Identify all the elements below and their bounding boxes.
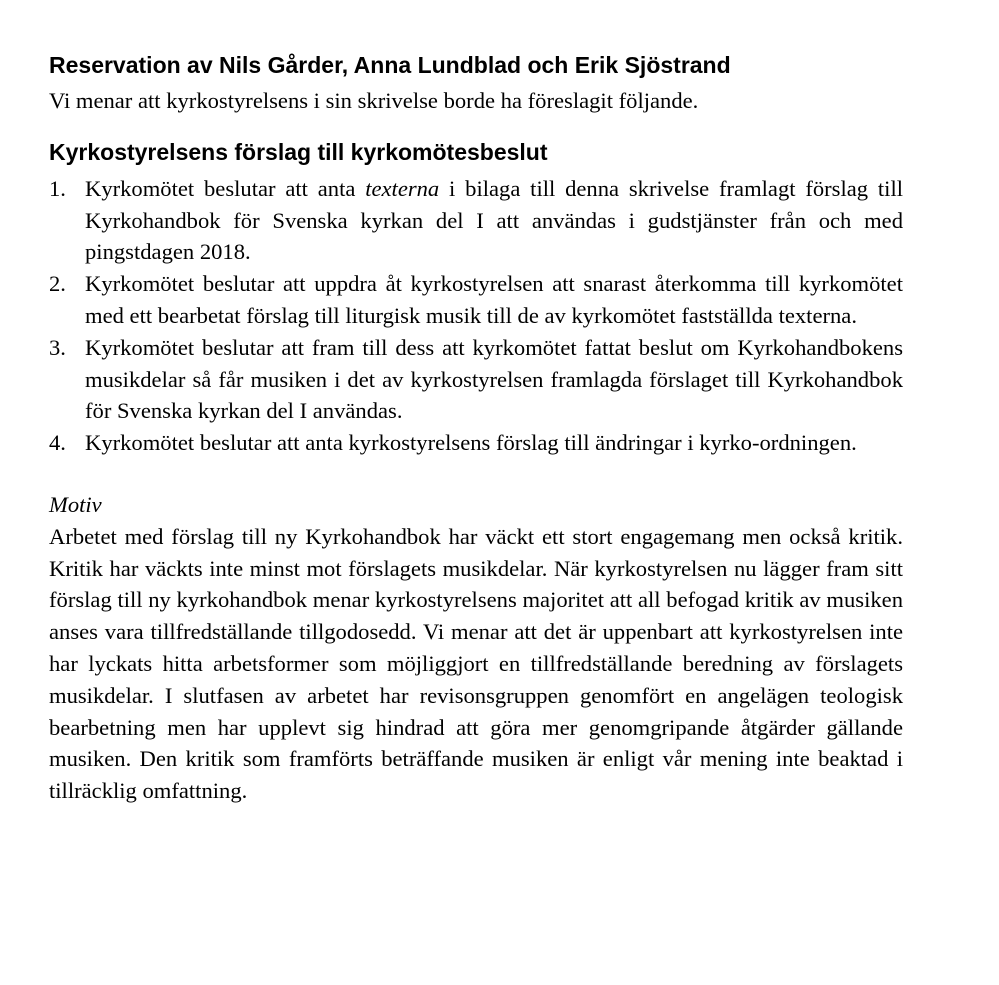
- proposal-item-1: [49, 173, 903, 268]
- proposal-item-3: [49, 332, 903, 427]
- list-item-emphasis: texterna: [365, 175, 440, 201]
- list-item-number: 3.: [49, 334, 66, 360]
- list-item-number: 4.: [49, 430, 66, 456]
- motiv-paragraph: Arbetet med förslag till ny Kyrkohandbok har väckt ett stort engagemang men också kritik. Kritik har väckts inte minst mot förslagets musikdelar. När kyrkostyrelsen nu lägger fram sitt förslag till ny kyrkohandbok menar kyrkostyrelsens majoritet att all befogad kritik av musiken anses vara tillfredställande tillgodosedd. Vi menar att det är uppenbart att kyrkostyrelsen inte har lyckats hitta arbetsformer som möjliggjort en tillfredställande beredning av förslagets musikdelar. I slutfasen av arbetet har revisonsgruppen genomfört en angelägen teologisk bearbetning men har upplevt sig hindrad att göra mer genomgripande åtgärder gällande musiken. Den kritik som framförts beträffande musiken är enligt vår mening inte beaktad i tillräcklig omfattning.: [49, 523, 903, 804]
- list-item-text: Kyrkomötet beslutar att fram till dess att kyrkomötet fattat beslut om Kyrkohandbokens musikdelar så får musiken i det av kyrkostyrelsen framlagda förslaget till Kyrkohandbok för Svenska kyrkan del I användas.: [85, 334, 903, 424]
- reservation-heading: Reservation av Nils Gårder, Anna Lundblad och Erik Sjöstrand: [49, 52, 731, 78]
- proposal-heading: Kyrkostyrelsens förslag till kyrkomötesbeslut: [49, 138, 548, 165]
- list-item-text: Kyrkomötet beslutar att uppdra åt kyrkostyrelsen att snarast återkomma till kyrkomötet med ett bearbetat förslag till liturgisk musik till de av kyrkomötet fastställda texterna.: [85, 271, 903, 328]
- list-item-text: Kyrkomötet beslutar att anta kyrkostyrelsens förslag till ändringar i kyrko-ordningen.: [85, 430, 857, 456]
- list-item-text-before: Kyrkomötet beslutar att anta: [85, 175, 366, 201]
- proposal-item-4: [49, 427, 903, 459]
- list-item-text-after: i bilaga till denna skrivelse framlagt förslag till Kyrkohandbok för Svenska kyrkan del I att användas i gudstjänster från och med pingstdagen 2018.: [85, 175, 904, 265]
- proposal-item-2: [49, 268, 903, 332]
- list-item-number: 1.: [49, 175, 66, 201]
- proposal-list: [49, 173, 903, 459]
- intro-paragraph: Vi menar att kyrkostyrelsens i sin skrivelse borde ha föreslagit följande.: [49, 88, 699, 113]
- document-page: [49, 50, 903, 807]
- motiv-heading: Motiv: [49, 491, 102, 517]
- list-item-number: 2.: [49, 271, 66, 297]
